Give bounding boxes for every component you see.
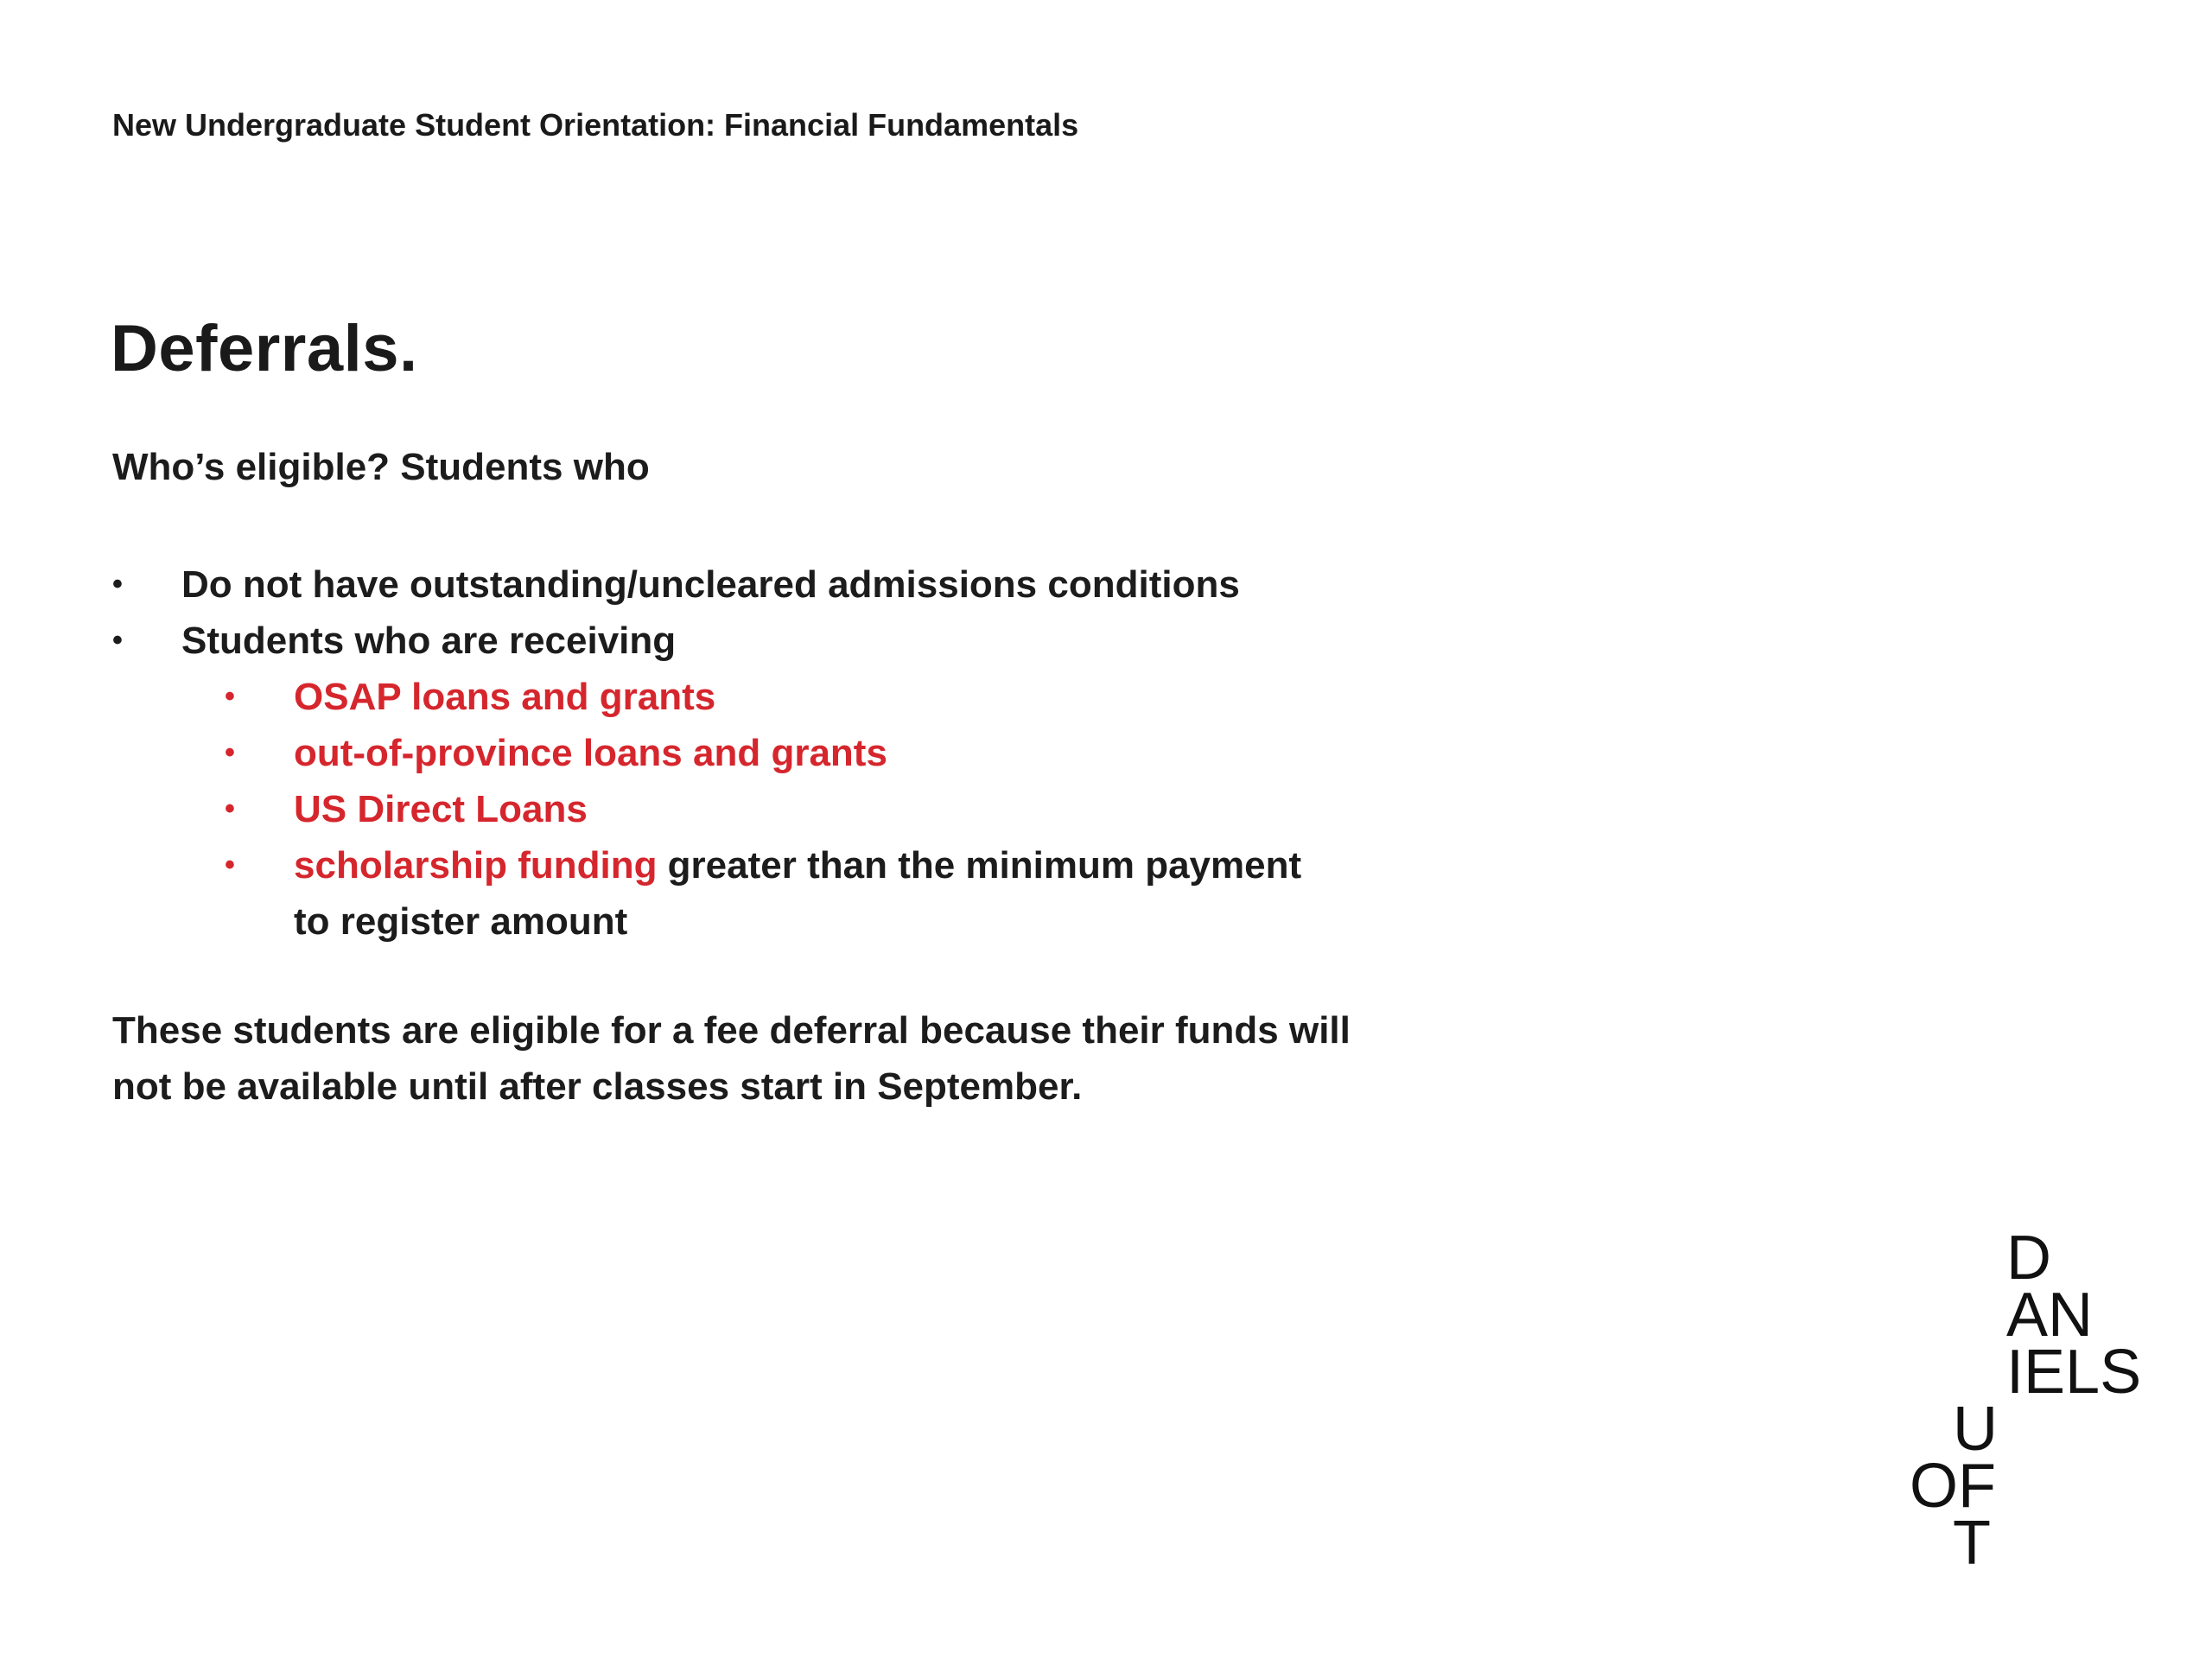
rest-text: greater than the minimum payment <box>657 844 1302 887</box>
logo-row: T <box>1953 1509 1991 1578</box>
logo-row: OF <box>1910 1452 1996 1521</box>
sub-list-item-text: OSAP loans and grants <box>294 676 716 718</box>
closing-line: These students are eligible for a fee deferral because their funds will <box>112 1009 1351 1052</box>
closing-paragraph <box>112 1002 1408 1115</box>
bullet-icon: • <box>112 624 123 657</box>
bullet-icon: • <box>225 792 235 825</box>
sub-list-item-text: US Direct Loans <box>294 788 588 830</box>
bullet-icon: • <box>225 680 235 713</box>
logo-row: IELS <box>2006 1338 2142 1407</box>
bullet-icon: • <box>225 849 235 881</box>
sub-list-item-text: out-of-province loans and grants <box>294 732 887 774</box>
slide-header: New Undergraduate Student Orientation: Financial Fundamentals <box>112 107 1079 143</box>
bullet-icon: • <box>112 568 123 601</box>
continuation-text: to register amount <box>294 900 628 943</box>
logo-row: AN <box>2006 1281 2094 1350</box>
highlight-text: scholarship funding <box>294 844 658 887</box>
sub-list-item-text <box>294 837 1301 893</box>
bullet-icon: • <box>225 736 235 769</box>
list-item-text: Students who are receiving <box>181 620 677 662</box>
slide-title: Deferrals. <box>111 312 418 385</box>
logo-row: D <box>2006 1224 2051 1293</box>
list-item-text: Do not have outstanding/uncleared admissions conditions <box>181 563 1240 606</box>
closing-line: not be available until after classes start in September. <box>112 1065 1083 1108</box>
eligibility-intro: Who’s eligible? Students who <box>112 446 650 488</box>
logo-row: U <box>1953 1395 1998 1464</box>
daniels-logo <box>1901 1224 2160 1578</box>
